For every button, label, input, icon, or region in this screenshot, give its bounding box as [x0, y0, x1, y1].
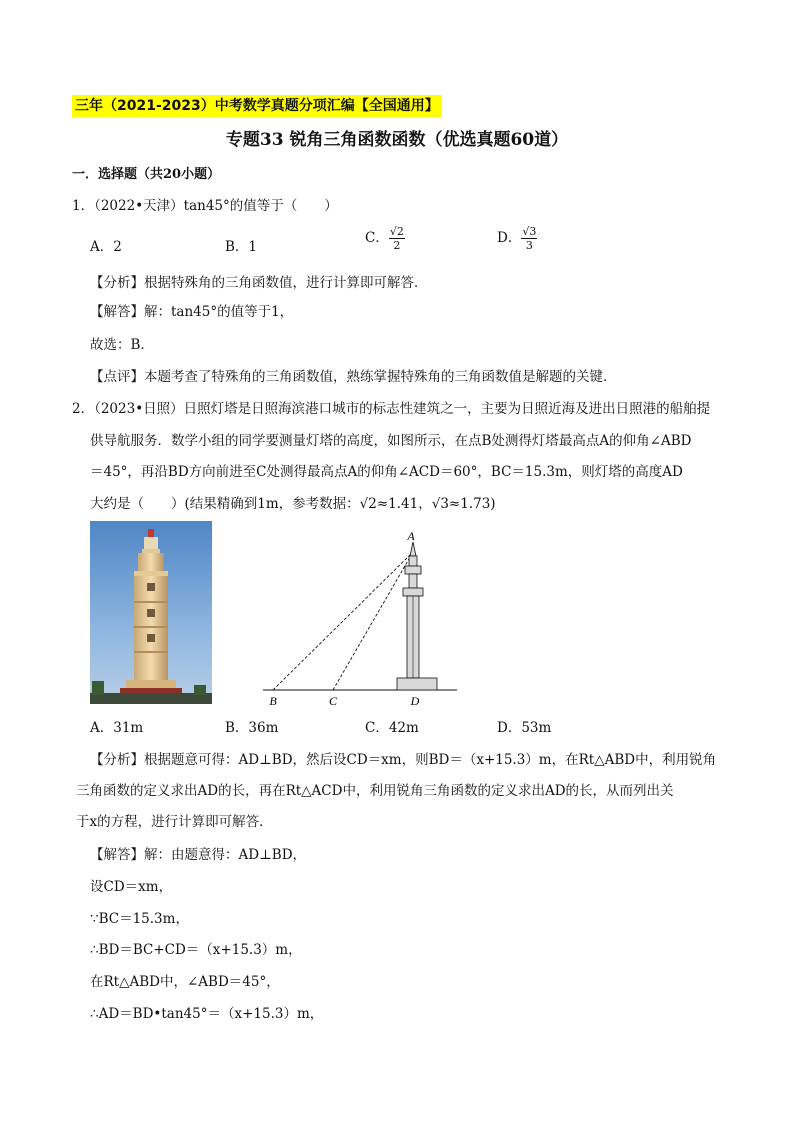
q2-option-c: C．42m [365, 720, 419, 736]
q2-solution-line: ∴AD＝BD•tan45°＝（x+15.3）m， [90, 1006, 324, 1022]
q1-stem: 1．（2022•天津）tan45°的值等于（ ） [72, 198, 338, 214]
q1-option-d-fraction [521, 225, 537, 252]
fraction-denominator: 3 [525, 239, 533, 252]
fraction-numerator: √2 [389, 225, 404, 238]
q2-stem-line: 2．（2023•日照）日照灯塔是日照海滨港口城市的标志性建筑之一，主要为日照近海及进出日照港的船舶提 [72, 401, 711, 417]
fraction-denominator: 2 [393, 239, 401, 252]
q1-option-d-label: D． [497, 230, 522, 246]
q1-analysis [90, 273, 428, 293]
fraction-numerator: √3 [522, 225, 537, 238]
geometry-diagram [255, 530, 465, 710]
label-d: D [410, 694, 420, 708]
comment-text: 本题考查了特殊角的三角函数值，熟练掌握特殊角的三角函数值是解题的关键． [144, 369, 617, 385]
section-heading: 一．选择题（共20小题） [72, 167, 221, 182]
analysis-tag: 【分析】 [90, 752, 144, 768]
q1-option-c-fraction [389, 225, 405, 252]
page-title: 专题33 锐角三角函数函数（优选真题60道） [225, 130, 569, 150]
q1-option-c-label: C． [365, 230, 389, 246]
tower-neck [409, 574, 417, 588]
solution-tag: 【解答】 [90, 847, 144, 863]
q2-solution-line: 设CD＝xm， [90, 879, 173, 895]
q2-analysis-line: 三角函数的定义求出AD的长，再在Rt△ACD中，利用锐角三角函数的定义求出AD的长，从而列出关 [76, 783, 674, 799]
q2-stem-line: ＝45°，再沿BD方向前进至C处测得最高点A的仰角∠ACD＝60°，BC＝15.3m，则灯塔的高度AD [90, 464, 683, 480]
analysis-tag: 【分析】 [90, 275, 144, 291]
q2-solution-line: 在Rt△ABD中，∠ABD＝45°， [90, 974, 280, 990]
tower-base [397, 678, 437, 690]
q2-solution [90, 845, 306, 865]
tower-platform [403, 588, 423, 596]
lighthouse-photo [90, 521, 212, 704]
analysis-text: 根据题意可得：AD⊥BD，然后设CD＝xm，则BD＝（x+15.3）m，在Rt△ABD中，利用锐角 [144, 752, 717, 768]
tower-lantern [409, 556, 417, 566]
solution-tag: 【解答】 [90, 304, 144, 320]
tower-gallery [405, 566, 421, 574]
comment-tag: 【点评】 [90, 369, 144, 385]
label-c: C [328, 694, 338, 708]
q2-solution-line: ∴BD＝BC+CD＝（x+15.3）m， [90, 942, 302, 958]
q1-comment [90, 367, 617, 387]
label-a: A [407, 530, 415, 543]
q2-solution-line: ∵BC＝15.3m， [90, 911, 189, 927]
analysis-text: 根据特殊角的三角函数值，进行计算即可解答． [144, 275, 428, 291]
tower-tip [410, 542, 416, 556]
sight-line-ba [273, 552, 413, 690]
sight-line-ca [333, 552, 413, 690]
q2-stem-line: 大约是（ ）(结果精确到1m，参考数据：√2≈1.41，√3≈1.73) [90, 496, 496, 512]
q2-option-b: B．36m [225, 720, 279, 736]
series-banner: 三年（2021-2023）中考数学真题分项汇编【全国通用】 [72, 95, 442, 117]
q1-option-b: B．1 [225, 239, 258, 255]
q1-option-c [365, 225, 405, 252]
q2-stem-line: 供导航服务．数学小组的同学要测量灯塔的高度，如图所示，在点B处测得灯塔最高点A的仰角∠ABD [90, 433, 692, 449]
q1-solution [90, 302, 293, 322]
q2-option-a: A．31m [90, 720, 144, 736]
q1-option-d [497, 225, 537, 252]
label-b: B [269, 694, 277, 708]
q2-analysis [90, 750, 716, 770]
solution-text: 解：由题意得：AD⊥BD， [144, 847, 307, 863]
solution-text: 解：tan45°的值等于1， [144, 304, 294, 320]
q2-analysis-line: 于x的方程，进行计算即可解答． [76, 814, 273, 830]
q1-choice: 故选：B． [90, 337, 154, 353]
q1-option-a: A．2 [90, 239, 122, 255]
q2-option-d: D．53m [497, 720, 552, 736]
